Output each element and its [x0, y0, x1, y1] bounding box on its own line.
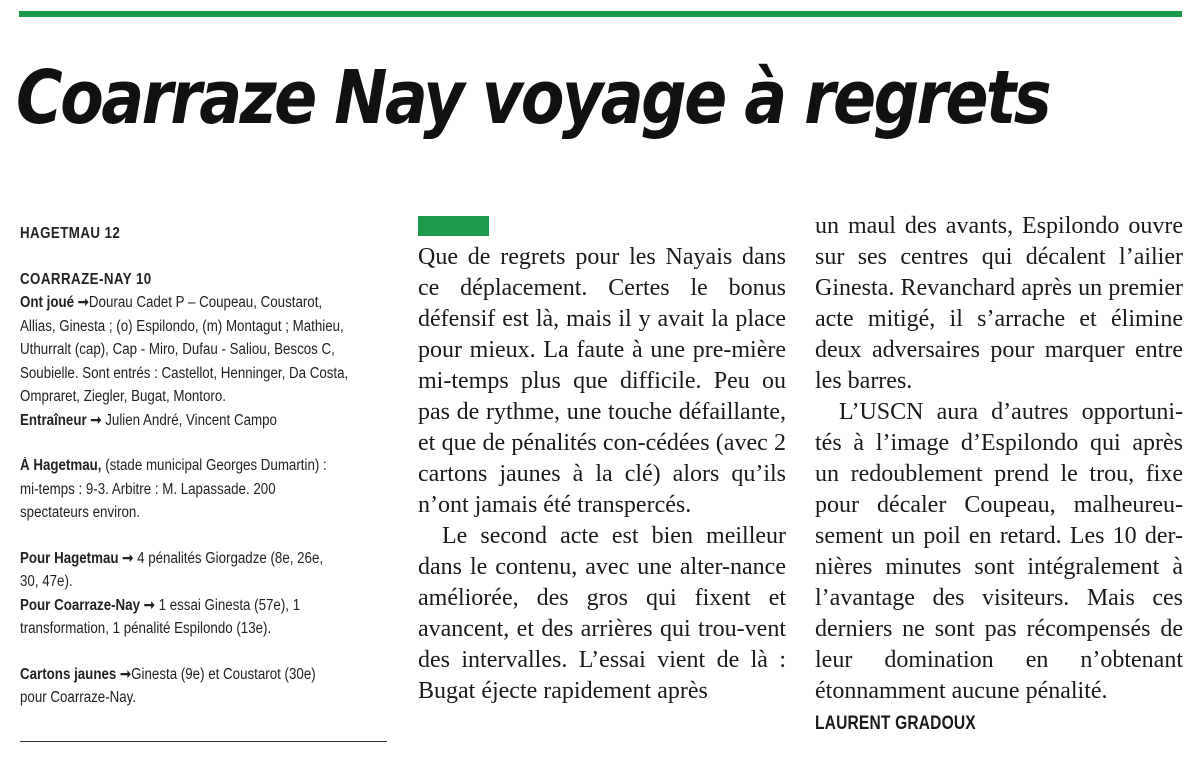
body-paragraph: Le second acte est bien meilleur dans le contenu, avec une alter-nance améliorée, des gros qui fixent et avancent, et des arrières qui trou-vent des intervalles. L’essai vient de là : Bugat éjecte rapidement après [418, 523, 787, 704]
lineup-block [20, 291, 348, 432]
body-paragraph: Que de regrets pour les Nayais dans ce déplacement. Certes le bonus défensif est là, mais il y avait la place pour mieux. La faute à une pre-mière mi-temps plus que difficile. Peu ou pas de rythme, une touche défaillante, et que de pénalités con-cédées (avec 2 cartons jaunes à la clé) alors qu’ils n’ont jamais été transpercés. [418, 244, 787, 518]
ont-joue-label: Ont joué ➞ [20, 294, 89, 311]
article-column-2 [815, 211, 1183, 738]
away-scorers-line: transformation, 1 pénalité Espilondo (13e). [20, 620, 272, 637]
lineup-line: Dourau Cadet P – Coupeau, Coustarot, [88, 294, 323, 311]
entraineur-label: Entraîneur ➞ [20, 411, 102, 429]
venue-line: (stade municipal Georges Dumartin) : [101, 457, 327, 474]
sidebar-divider [20, 741, 387, 742]
top-accent-bar [19, 11, 1182, 17]
venue-line: mi-temps : 9-3. Arbitre : M. Lapassade. 200 [20, 480, 276, 498]
body-paragraph: un maul des avants, Espilondo ouvre sur ses centres qui décalent l’ailier Ginesta. Revanchard après un premier acte mitigé, il s’arrache et élimine deux adversaires pour marquer entre les barres. [815, 213, 1184, 394]
match-sidebar [20, 222, 400, 710]
away-team-score: COARRAZE-NAY 10 [20, 270, 152, 288]
section-accent-block [418, 216, 489, 236]
away-scorers-label: Pour Coarraze-Nay ➞ [20, 596, 155, 614]
venue-line: spectateurs environ. [20, 504, 141, 521]
yellow-cards-block [20, 663, 316, 710]
yellow-cards-line: Ginesta (9e) et Coustarot (30e) [131, 665, 316, 683]
lineup-line: Soubielle. Sont entrés : Castellot, Henninger, Da Costa, [20, 364, 349, 382]
yellow-cards-line: pour Coarraze-Nay. [20, 689, 137, 706]
lineup-line: Ompraret, Ziegler, Bugat, Montoro. [20, 388, 226, 405]
yellow-cards-label: Cartons jaunes ➞ [20, 665, 132, 683]
lineup-line: Uthurralt (cap), Cap - Miro, Dufau - Saliou, Bescos C, [20, 341, 335, 358]
scorers-block [20, 547, 323, 641]
headline: Coarraze Nay voyage à regrets [16, 55, 1050, 141]
home-scorers-line: 30, 47e). [20, 573, 73, 590]
home-scorers-label: Pour Hagetmau ➞ [20, 549, 134, 567]
away-scorers-line: 1 essai Ginesta (57e), 1 [154, 596, 301, 614]
article-column-1 [418, 242, 786, 707]
entraineur-value: Julien André, Vincent Campo [101, 411, 277, 429]
lineup-line: Allias, Ginesta ; (o) Espilondo, (m) Montagut ; Mathieu, [20, 317, 344, 335]
venue-label: À Hagetmau, [20, 457, 102, 474]
author-byline: LAURENT GRADOUX [815, 713, 976, 734]
home-scorers-line: 4 pénalités Giorgadze (8e, 26e, [133, 549, 324, 567]
venue-block [20, 454, 327, 525]
body-paragraph: L’USCN aura d’autres opportuni-tés à l’image d’Espilondo qui après un redoublement prend le trou, fixe pour décaler Coupeau, malheureu-sement un poil en retard. Les 10 der-nières minutes sont intégralement à l’avantage des visiteurs. Mais ces derniers ne sont pas récompensés de leur domination en n’obtenant étonnamment aucune pénalité. [815, 399, 1184, 704]
home-team-score: HAGETMAU 12 [20, 225, 121, 242]
